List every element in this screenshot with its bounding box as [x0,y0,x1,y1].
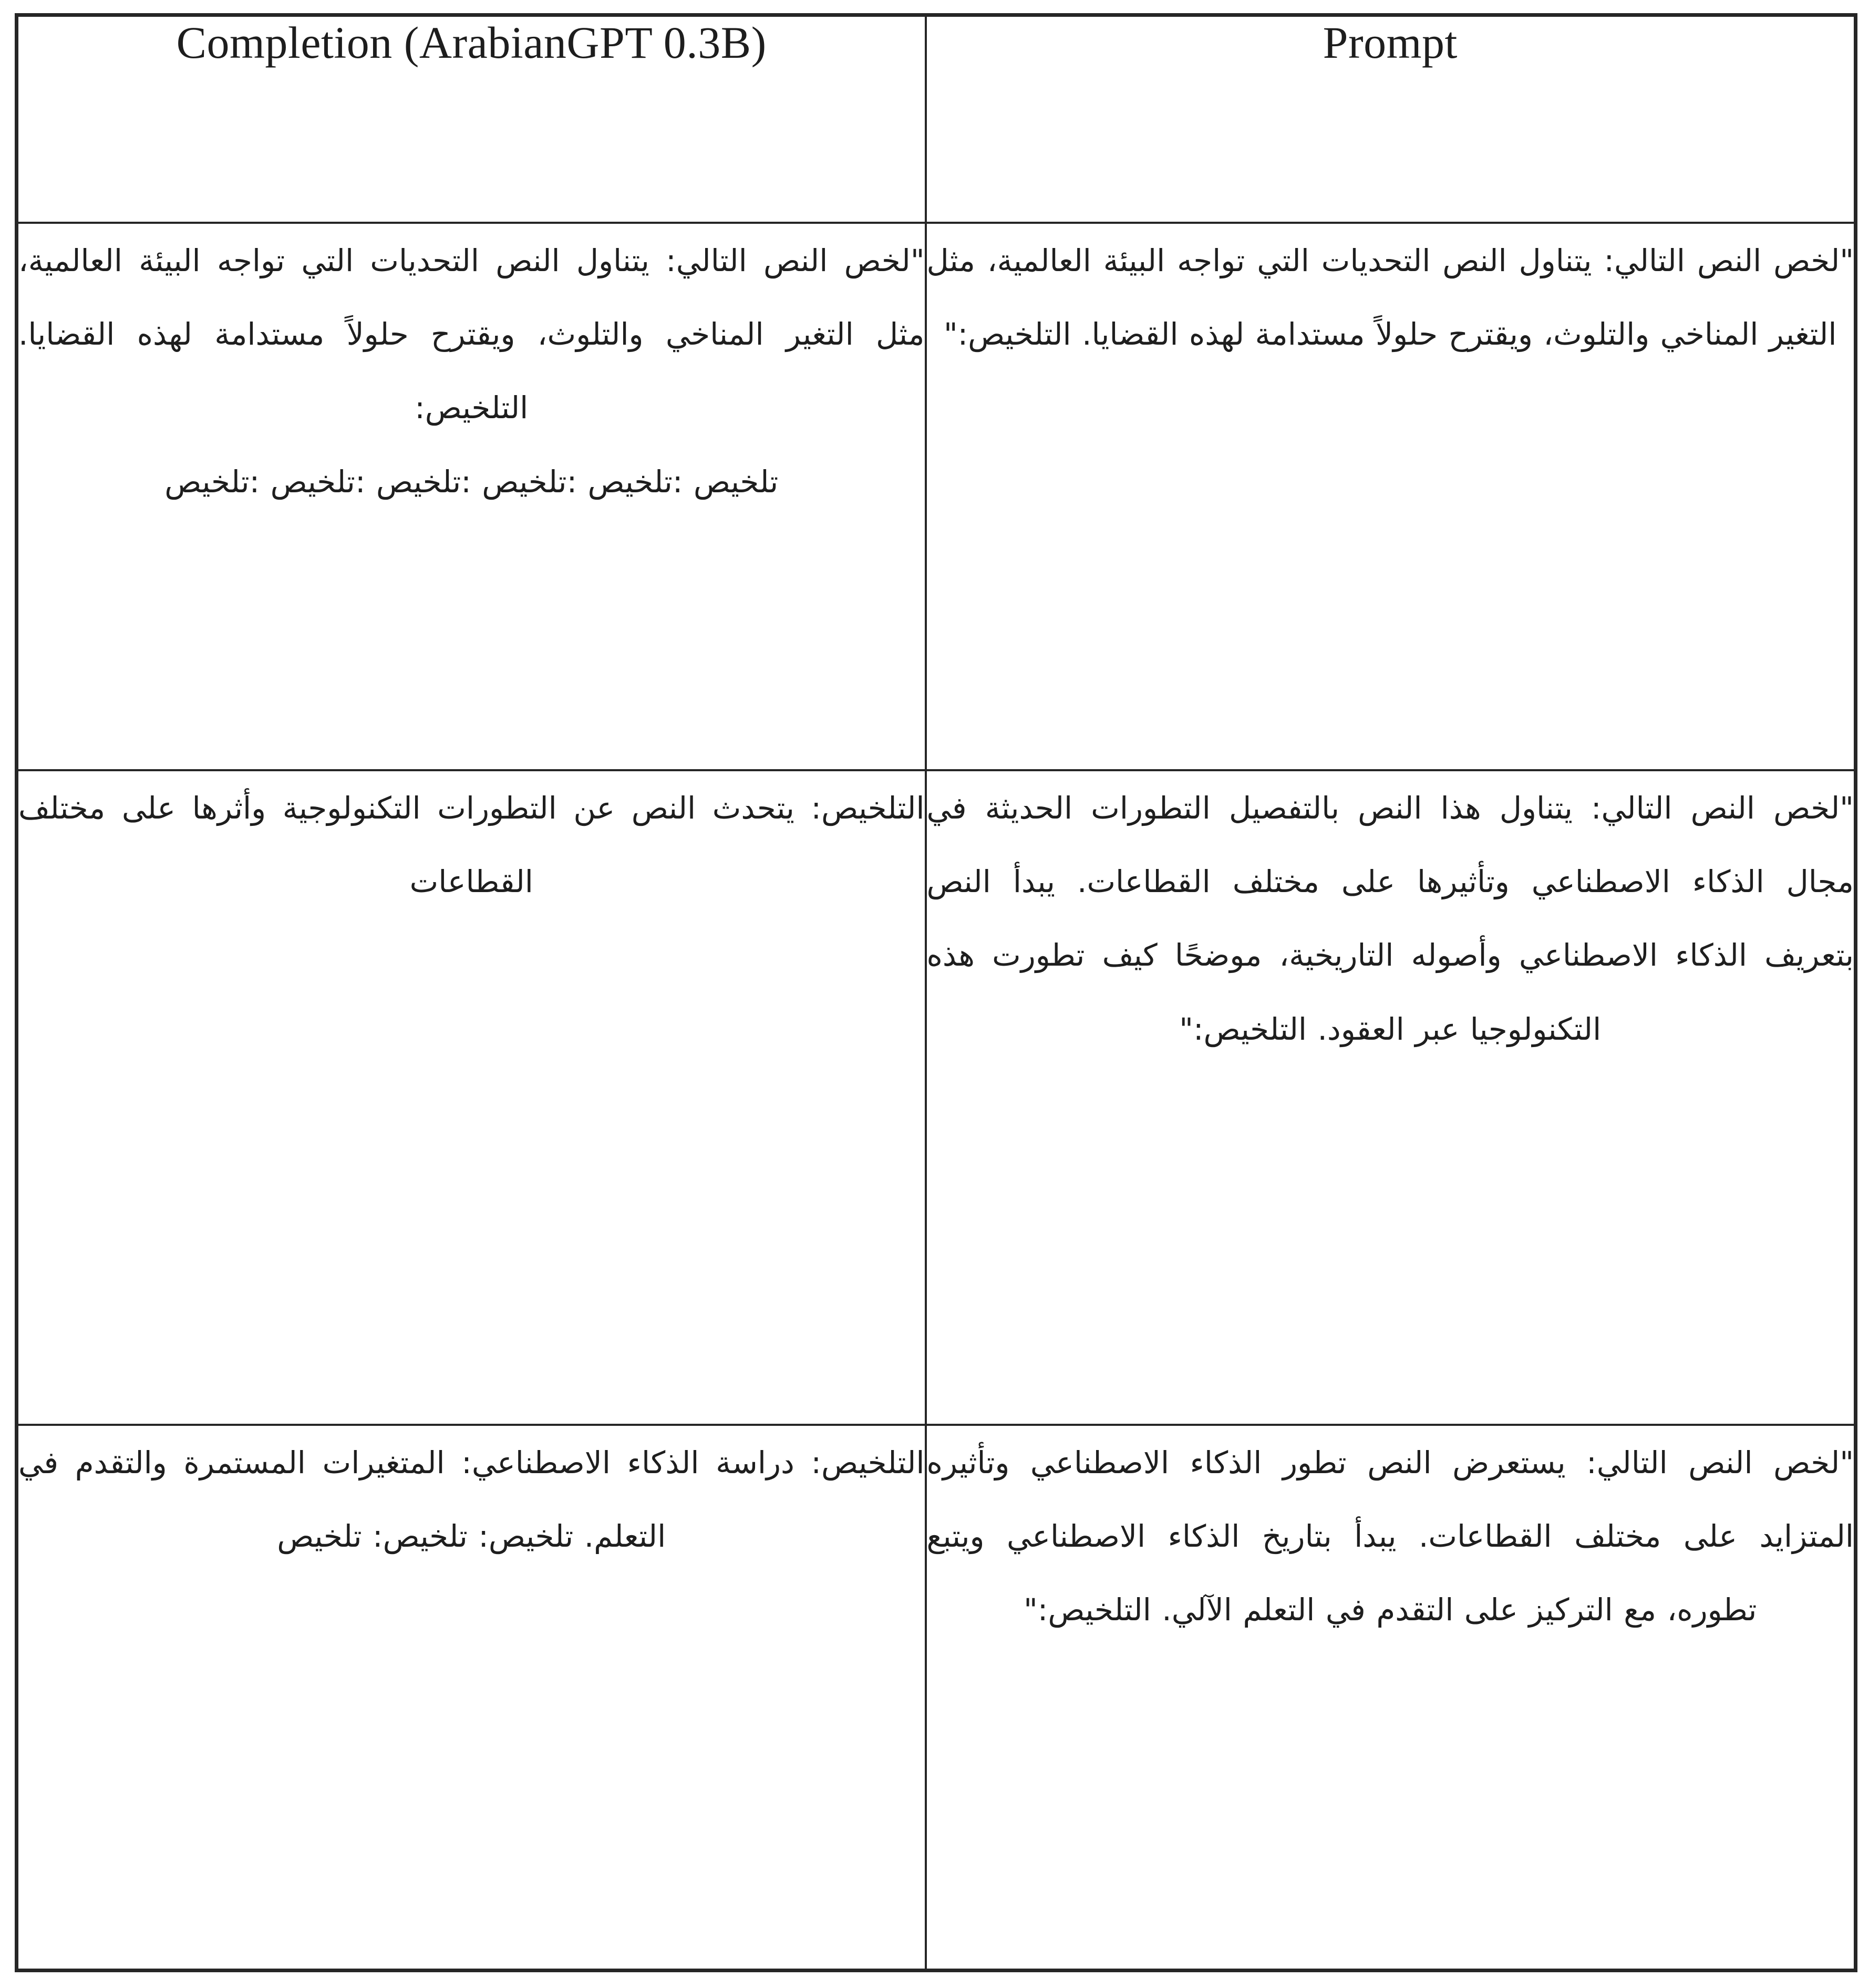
cell-completion-row-2 [17,770,926,1425]
prompt-paragraph: "لخص النص التالي: يتناول النص التحديات التي تواجه البيئة العالمية، مثل التغير المناخي والتلوث، ويقترح حلولاً مستدامة لهذه القضايا. التلخيص:" [926,242,1854,352]
cell-prompt-row-3 [926,1425,1856,1971]
cell-prompt-row-2 [926,770,1856,1425]
completion-text-row-2 [18,771,925,919]
completion-paragraph: "لخص النص التالي: يتناول النص التحديات التي تواجه البيئة العالمية، مثل التغير المناخي والتلوث، ويقترح حلولاً مستدامة لهذه القضايا. التلخيص: [18,242,925,426]
prompt-paragraph: "لخص النص التالي: يتناول هذا النص بالتفصيل التطورات الحديثة في مجال الذكاء الاصطناعي وتأثيرها على مختلف القطاعات. يبدأ النص بتعريف الذكاء الاصطناعي وأصوله التاريخية، موضحًا كيف تطورت هذه التكنولوجيا عبر العقود. التلخيص:" [926,790,1854,1047]
comparison-table-wrapper [15,13,1854,1969]
table-row [17,223,1856,770]
completion-text-row-3 [18,1426,925,1573]
cell-prompt-row-1 [926,223,1856,770]
prompt-paragraph: "لخص النص التالي: يستعرض النص تطور الذكاء الاصطناعي وتأثيره المتزايد على مختلف القطاعات. يبدأ بتاريخ الذكاء الاصطناعي ويتبع تطوره، مع التركيز على التقدم في التعلم الآلي. التلخيص:" [926,1444,1854,1628]
table-body [17,223,1856,1971]
completion-text-row-1 [18,224,925,519]
completion-paragraph-extra: تلخيص :تلخيص :تلخيص :تلخيص :تلخيص :تلخيص [164,463,779,500]
completion-paragraph: التلخيص: يتحدث النص عن التطورات التكنولوجية وأثرها على مختلف القطاعات [18,790,925,899]
table-row [17,770,1856,1425]
table-header [17,15,1856,223]
completion-paragraph: التلخيص: دراسة الذكاء الاصطناعي: المتغيرات المستمرة والتقدم في التعلم. تلخيص: تلخيص: تلخيص [18,1444,925,1554]
table-header-row [17,15,1856,223]
cell-completion-row-3 [17,1425,926,1971]
prompt-text-row-3 [927,1426,1854,1647]
column-header-completion: Completion (ArabianGPT 0.3B) [17,15,926,223]
table-row [17,1425,1856,1971]
prompt-text-row-1 [927,224,1854,371]
cell-completion-row-1 [17,223,926,770]
completion-prompt-table [15,13,1857,1972]
column-header-prompt: Prompt [926,15,1856,223]
prompt-text-row-2 [927,771,1854,1066]
